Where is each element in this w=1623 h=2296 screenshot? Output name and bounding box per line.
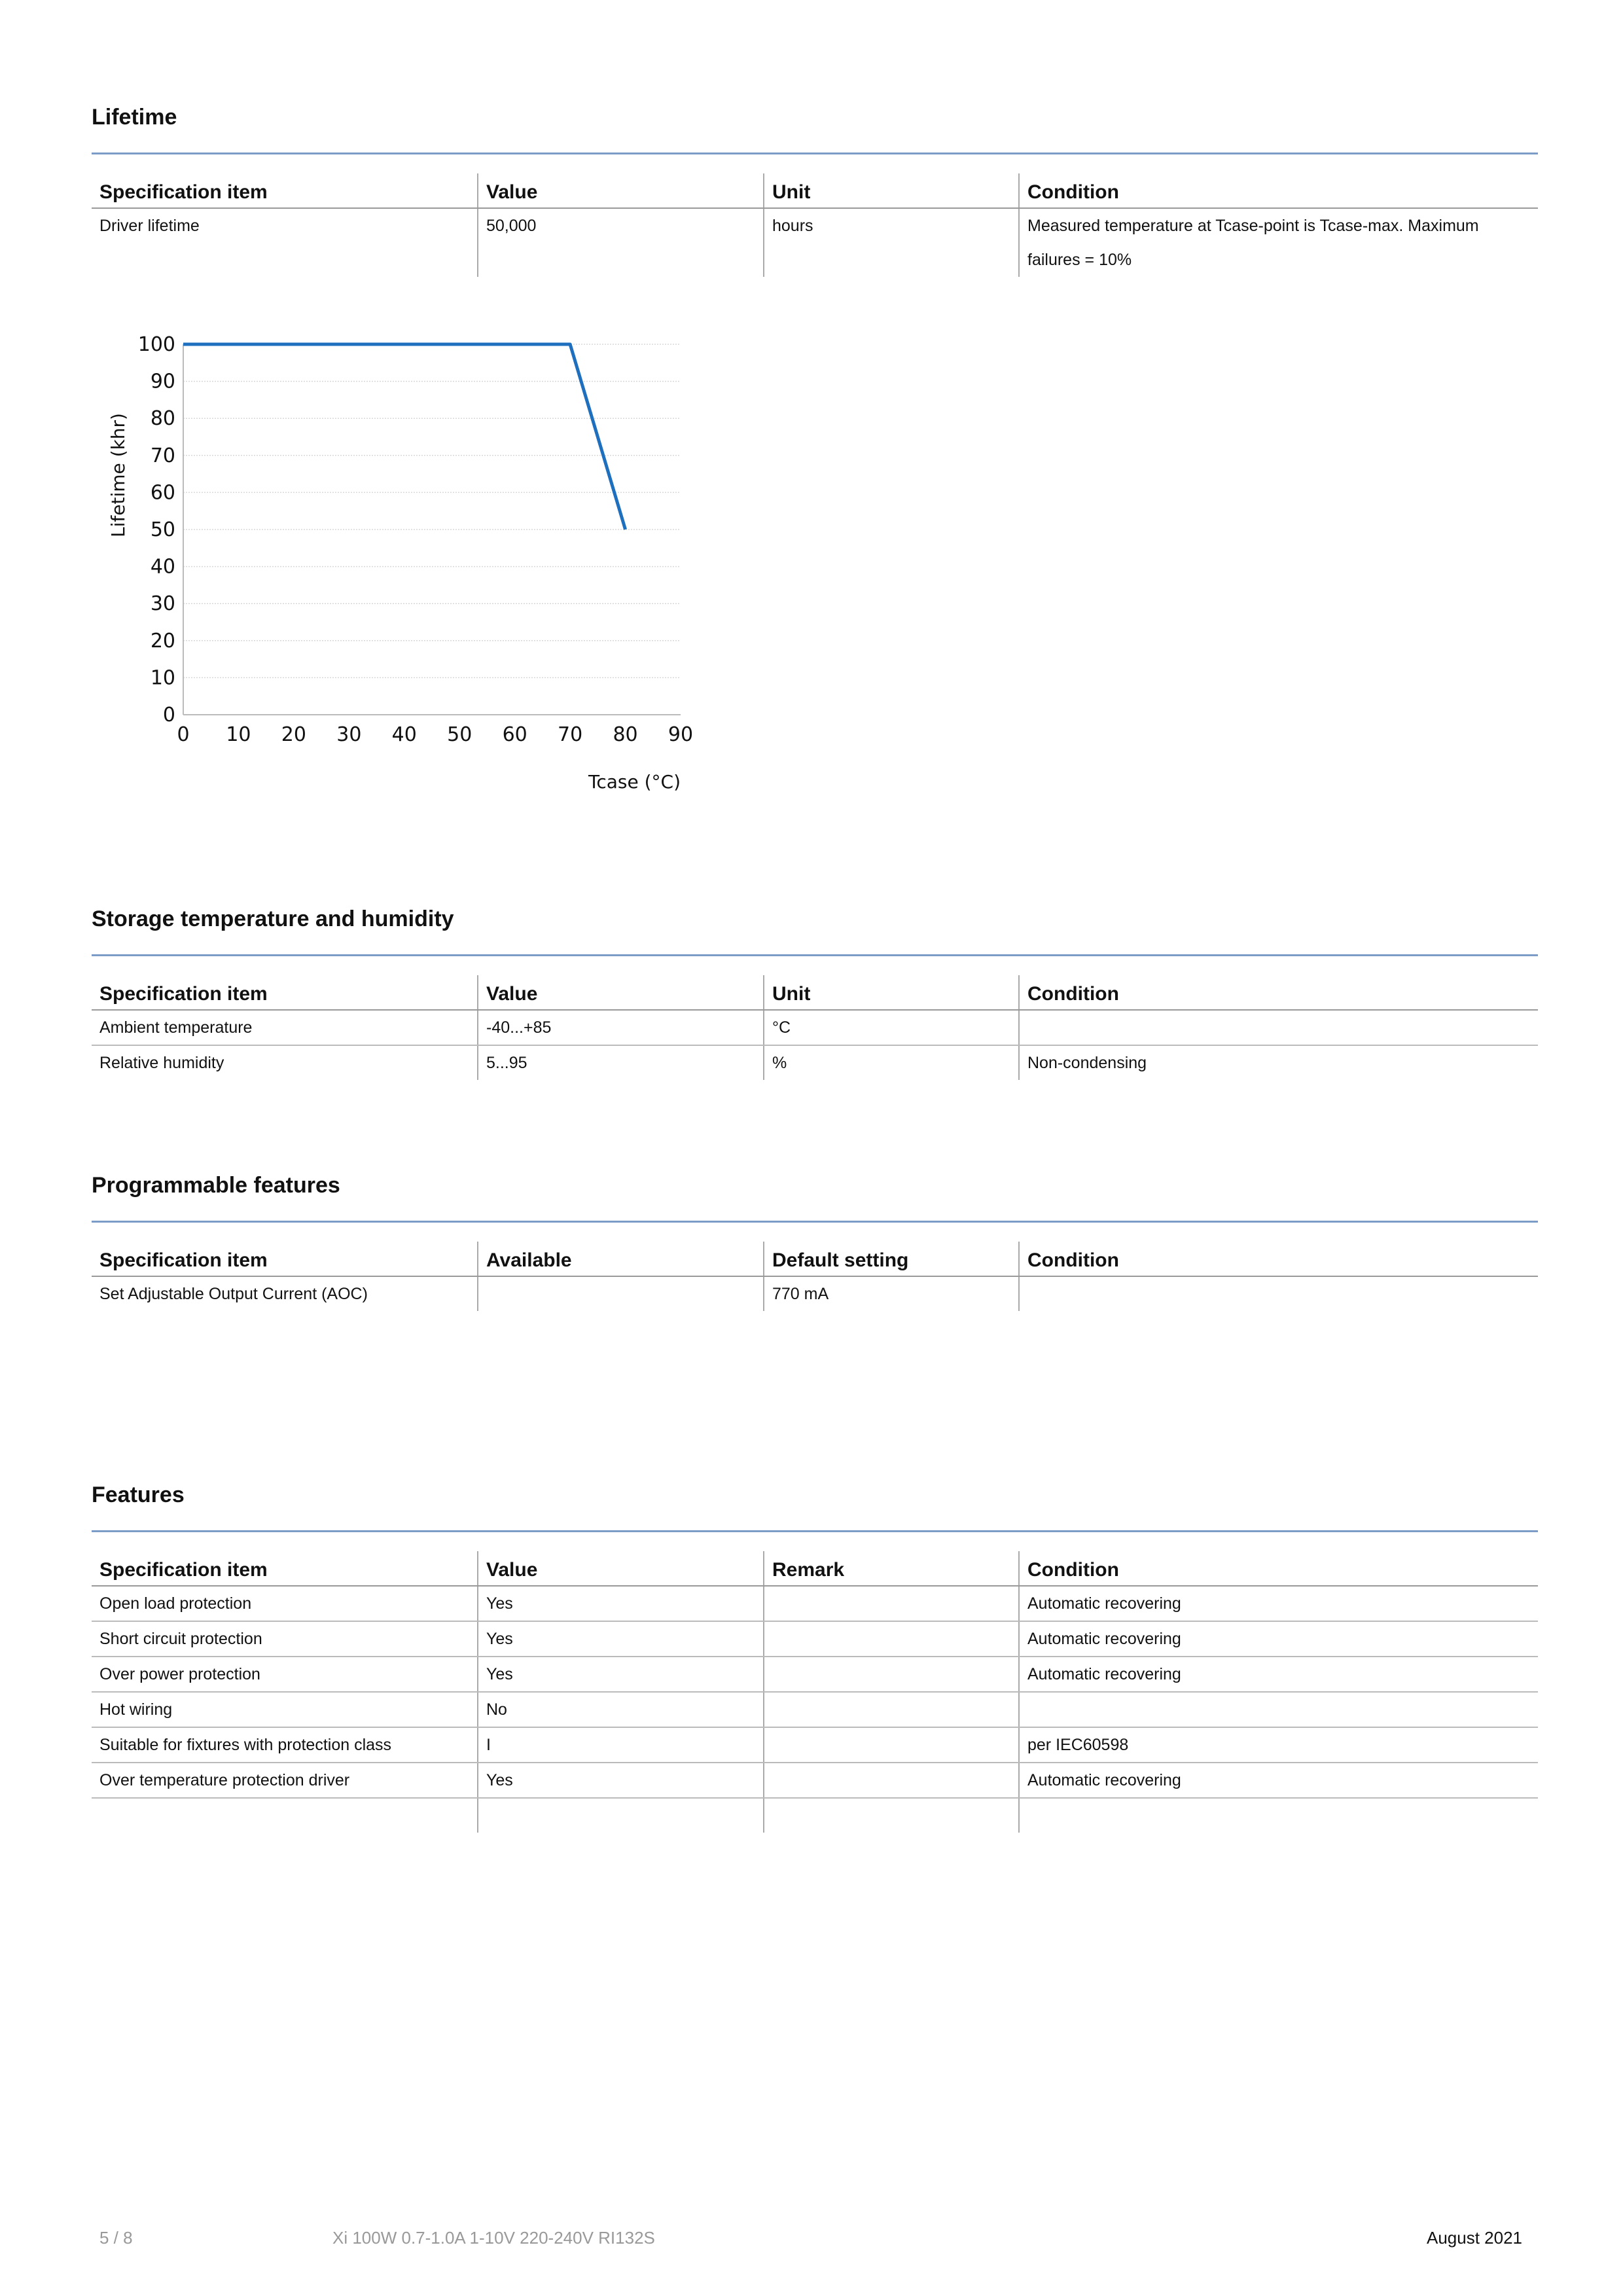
table-cell <box>1019 1798 1538 1833</box>
table-cell <box>764 1586 1019 1621</box>
x-tick-label: 70 <box>558 723 583 746</box>
programmable-section <box>92 1173 1538 1303</box>
features-section <box>92 1482 1538 1789</box>
table-row <box>92 1798 1538 1833</box>
table-cell: hours <box>764 208 1019 277</box>
publication-date: August 2021 <box>1427 2228 1523 2248</box>
table-cell: Ambient temperature <box>92 1010 478 1045</box>
table-cell <box>764 1692 1019 1727</box>
table-row <box>92 1621 1538 1657</box>
programmable-table <box>92 1242 1538 1311</box>
section-title: Features <box>92 1482 185 1507</box>
table-row <box>92 208 1538 277</box>
table-cell <box>1019 1010 1538 1045</box>
table-cell: Over temperature protection driver <box>92 1763 478 1798</box>
column-header: Specification item <box>92 173 478 208</box>
x-tick-label: 90 <box>668 723 694 746</box>
table-cell: I <box>478 1727 764 1763</box>
table-header-row <box>92 975 1538 1010</box>
table-cell <box>764 1657 1019 1692</box>
y-tick-label: 10 <box>150 666 175 690</box>
section-divider <box>92 1221 1538 1223</box>
y-axis-label: Lifetime (khr) <box>107 413 129 537</box>
table-cell: Measured temperature at Tcase-point is Tcase-max. Maximum failures = 10% <box>1019 208 1538 277</box>
y-tick-label: 80 <box>150 407 175 431</box>
table-cell <box>478 1798 764 1833</box>
table-row <box>92 1692 1538 1727</box>
table-cell <box>92 1798 478 1833</box>
column-header: Condition <box>1019 975 1538 1010</box>
section-divider <box>92 152 1538 154</box>
y-tick-label: 20 <box>150 629 175 653</box>
table-header-row <box>92 1551 1538 1586</box>
x-tick-label: 50 <box>447 723 473 746</box>
section-title: Storage temperature and humidity <box>92 906 454 931</box>
column-header: Specification item <box>92 1242 478 1276</box>
column-header: Unit <box>764 173 1019 208</box>
table-cell: 770 mA <box>764 1276 1019 1311</box>
x-tick-label: 10 <box>226 723 251 746</box>
table-cell <box>478 1276 764 1311</box>
table-cell: per IEC60598 <box>1019 1727 1538 1763</box>
table-cell: Suitable for fixtures with protection class <box>92 1727 478 1763</box>
section-title: Lifetime <box>92 105 177 130</box>
y-tick-label: 70 <box>150 444 175 467</box>
column-header: Specification item <box>92 975 478 1010</box>
features-table <box>92 1551 1538 1833</box>
x-tick-label: 60 <box>502 723 527 746</box>
table-cell: Automatic recovering <box>1019 1621 1538 1657</box>
table-row <box>92 1763 1538 1798</box>
lifetime-chart-svg <box>92 321 713 818</box>
table-cell: Over power protection <box>92 1657 478 1692</box>
column-header: Default setting <box>764 1242 1019 1276</box>
table-cell <box>764 1621 1019 1657</box>
table-cell <box>764 1798 1019 1833</box>
x-tick-label: 20 <box>281 723 306 746</box>
y-tick-label: 40 <box>150 555 175 579</box>
lifetime-table <box>92 173 1538 277</box>
table-row <box>92 1727 1538 1763</box>
table-cell <box>1019 1692 1538 1727</box>
lifetime-chart <box>92 321 713 821</box>
column-header: Available <box>478 1242 764 1276</box>
table-row <box>92 1657 1538 1692</box>
x-tick-label: 80 <box>613 723 638 746</box>
x-tick-label: 30 <box>336 723 362 746</box>
table-cell: Automatic recovering <box>1019 1586 1538 1621</box>
y-tick-label: 30 <box>150 592 175 616</box>
table-cell: Open load protection <box>92 1586 478 1621</box>
table-cell: % <box>764 1045 1019 1080</box>
product-name: Xi 100W 0.7-1.0A 1-10V 220-240V RI132S <box>332 2228 655 2248</box>
lifetime-section <box>92 105 1538 269</box>
table-row <box>92 1276 1538 1311</box>
page-number: 5 / 8 <box>99 2228 133 2248</box>
x-tick-label: 40 <box>391 723 417 746</box>
column-header: Condition <box>1019 1551 1538 1586</box>
table-row <box>92 1010 1538 1045</box>
table-cell: Driver lifetime <box>99 217 200 235</box>
table-row <box>92 1586 1538 1621</box>
table-cell: Hot wiring <box>92 1692 478 1727</box>
storage-section <box>92 906 1538 1072</box>
section-divider <box>92 954 1538 956</box>
column-header: Condition <box>1019 1242 1538 1276</box>
table-cell: Automatic recovering <box>1019 1763 1538 1798</box>
table-cell: °C <box>764 1010 1019 1045</box>
table-cell: Yes <box>478 1621 764 1657</box>
table-cell: Short circuit protection <box>92 1621 478 1657</box>
lifetime-series-line <box>183 344 626 529</box>
table-row <box>92 1045 1538 1080</box>
table-cell: Yes <box>478 1763 764 1798</box>
table-cell: Yes <box>478 1586 764 1621</box>
table-cell: Automatic recovering <box>1019 1657 1538 1692</box>
column-header: Value <box>478 1551 764 1586</box>
table-cell: Set Adjustable Output Current (AOC) <box>99 1285 368 1303</box>
table-cell <box>764 1763 1019 1798</box>
table-header-row <box>92 173 1538 208</box>
column-header: Value <box>478 173 764 208</box>
column-header: Value <box>478 975 764 1010</box>
y-tick-label: 90 <box>150 370 175 393</box>
storage-table <box>92 975 1538 1080</box>
column-header: Unit <box>764 975 1019 1010</box>
x-axis-label: Tcase (°C) <box>588 771 681 793</box>
section-title: Programmable features <box>92 1173 340 1198</box>
table-cell: -40...+85 <box>478 1010 764 1045</box>
table-cell: No <box>478 1692 764 1727</box>
table-cell: Relative humidity <box>99 1054 224 1072</box>
table-cell <box>1019 1276 1538 1311</box>
table-cell: 5...95 <box>478 1045 764 1080</box>
y-tick-label: 50 <box>150 518 175 541</box>
y-tick-label: 100 <box>137 333 175 356</box>
section-divider <box>92 1530 1538 1532</box>
table-cell: Yes <box>478 1657 764 1692</box>
table-cell: 50,000 <box>478 208 764 277</box>
y-tick-label: 60 <box>150 481 175 505</box>
column-header: Remark <box>764 1551 1019 1586</box>
x-tick-label: 0 <box>177 723 190 746</box>
table-header-row <box>92 1242 1538 1276</box>
table-cell <box>764 1727 1019 1763</box>
column-header: Specification item <box>92 1551 478 1586</box>
table-cell: Non-condensing <box>1019 1045 1538 1080</box>
y-tick-label: 0 <box>162 704 175 726</box>
column-header: Condition <box>1019 173 1538 208</box>
